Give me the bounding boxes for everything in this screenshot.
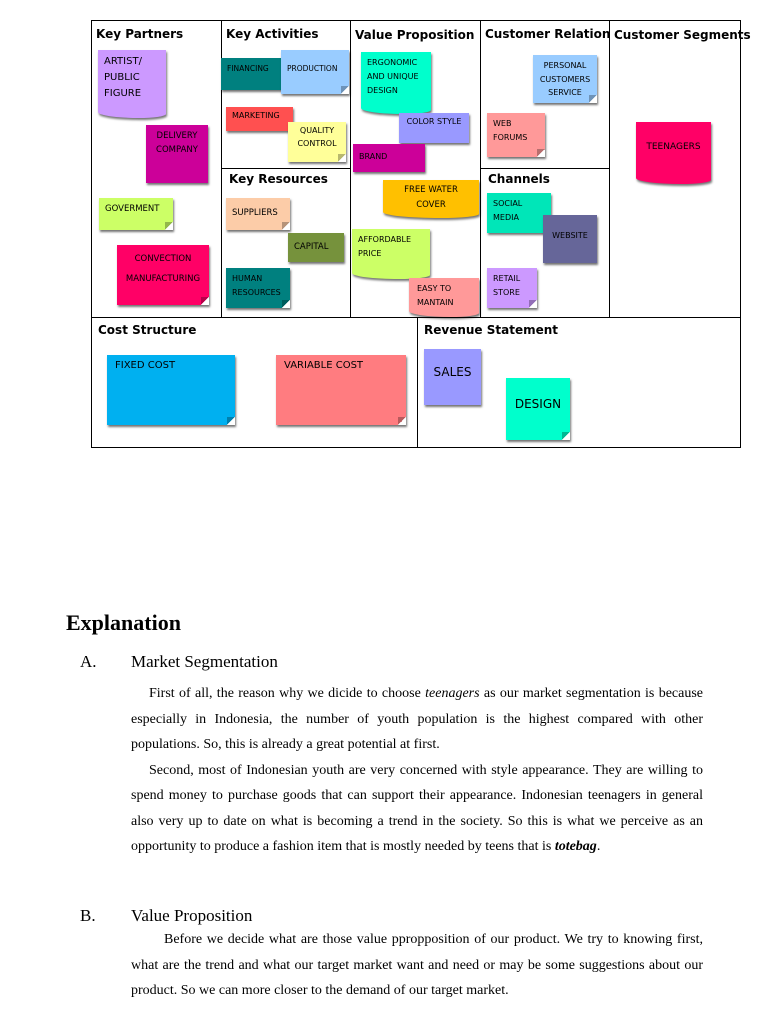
note-financing: FINANCING xyxy=(221,58,283,90)
note-suppliers: SUPPLIERS xyxy=(226,198,290,230)
note-sales: SALES xyxy=(424,349,481,405)
note-production: PRODUCTION xyxy=(281,50,349,94)
note-easy-to-mantain: EASY TO MANTAIN xyxy=(409,278,479,317)
note-capital: CAPITAL xyxy=(288,233,344,262)
note-free-water-cover: FREE WATER COVER xyxy=(383,180,479,218)
note-convection-manufacturing: CONVECTION MANUFACTURING xyxy=(117,245,209,305)
header-cost-structure: Cost Structure xyxy=(98,323,197,337)
note-social-media: SOCIAL MEDIA xyxy=(487,193,551,233)
section-a-text xyxy=(131,681,703,860)
note-variable-cost: VARIABLE COST xyxy=(276,355,406,425)
header-key-activities: Key Activities xyxy=(226,27,319,41)
header-key-partners: Key Partners xyxy=(96,27,184,41)
note-affordable-price: AFFORDABLE PRICE xyxy=(352,229,430,279)
header-customer-segments: Customer Segments xyxy=(614,28,751,42)
header-channels: Channels xyxy=(488,172,550,186)
note-quality-control: QUALITY CONTROL xyxy=(288,122,346,162)
note-personal-customers-service: PERSONAL CUSTOMERS SERVICE xyxy=(533,55,597,103)
section-b-paragraph-1: Before we decide what are those value ppropposition of our product. We try to knowing first, what are the trend and what our target market want and need or may be some suggestions about our product. So we can more closer to the demand of our target market. xyxy=(131,932,703,998)
note-goverment: GOVERMENT xyxy=(99,198,173,230)
note-retail-store: RETAIL STORE xyxy=(487,268,537,308)
note-design: DESIGN xyxy=(506,378,570,440)
section-a-title: Market Segmentation xyxy=(131,652,278,671)
header-key-resources: Key Resources xyxy=(229,172,328,186)
section-a-letter: A. xyxy=(80,652,97,671)
note-marketing: MARKETING xyxy=(226,107,293,131)
note-fixed-cost: FIXED COST xyxy=(107,355,235,425)
note-color-style: COLOR STYLE xyxy=(399,113,469,143)
note-brand: BRAND xyxy=(353,144,425,172)
section-a-paragraph-1: First of all, the reason why we dicide to choose teenagers as our market segmentation is because especially in Indonesia, the number of youth population is the highest compared with other populations. So, this is already a great potential at first. xyxy=(131,686,703,752)
note-delivery-company: DELIVERY COMPANY xyxy=(146,125,208,183)
section-b-text xyxy=(131,927,703,1004)
note-teenagers: TEENAGERS xyxy=(636,122,711,184)
header-customer-relation: Customer Relation xyxy=(485,27,611,41)
note-website: WEBSITE xyxy=(543,215,597,263)
note-artist-public-figure: ARTIST/ PUBLIC FIGURE xyxy=(98,50,166,118)
section-a-paragraph-2: Second, most of Indonesian youth are very concerned with style appearance. They are willing to spend money to purchase goods that can support their appearance. Indonesian teenagers in general also very up to date on what is becoming a trend in the society. So this is what we perceive as an opportunity to produce a fashion item that is mostly needed by teens that is totebag. xyxy=(131,762,703,854)
section-b-letter: B. xyxy=(80,906,96,925)
note-human-resources: HUMAN RESOURCES xyxy=(226,268,290,308)
note-web-forums: WEB FORUMS xyxy=(487,113,545,157)
explanation-heading: Explanation xyxy=(66,610,181,635)
header-value-proposition: Value Proposition xyxy=(355,28,475,42)
header-revenue-statement: Revenue Statement xyxy=(424,323,559,337)
note-ergonomic-unique-design: ERGONOMIC AND UNIQUE DESIGN xyxy=(361,52,431,114)
section-b-title: Value Proposition xyxy=(131,906,253,925)
